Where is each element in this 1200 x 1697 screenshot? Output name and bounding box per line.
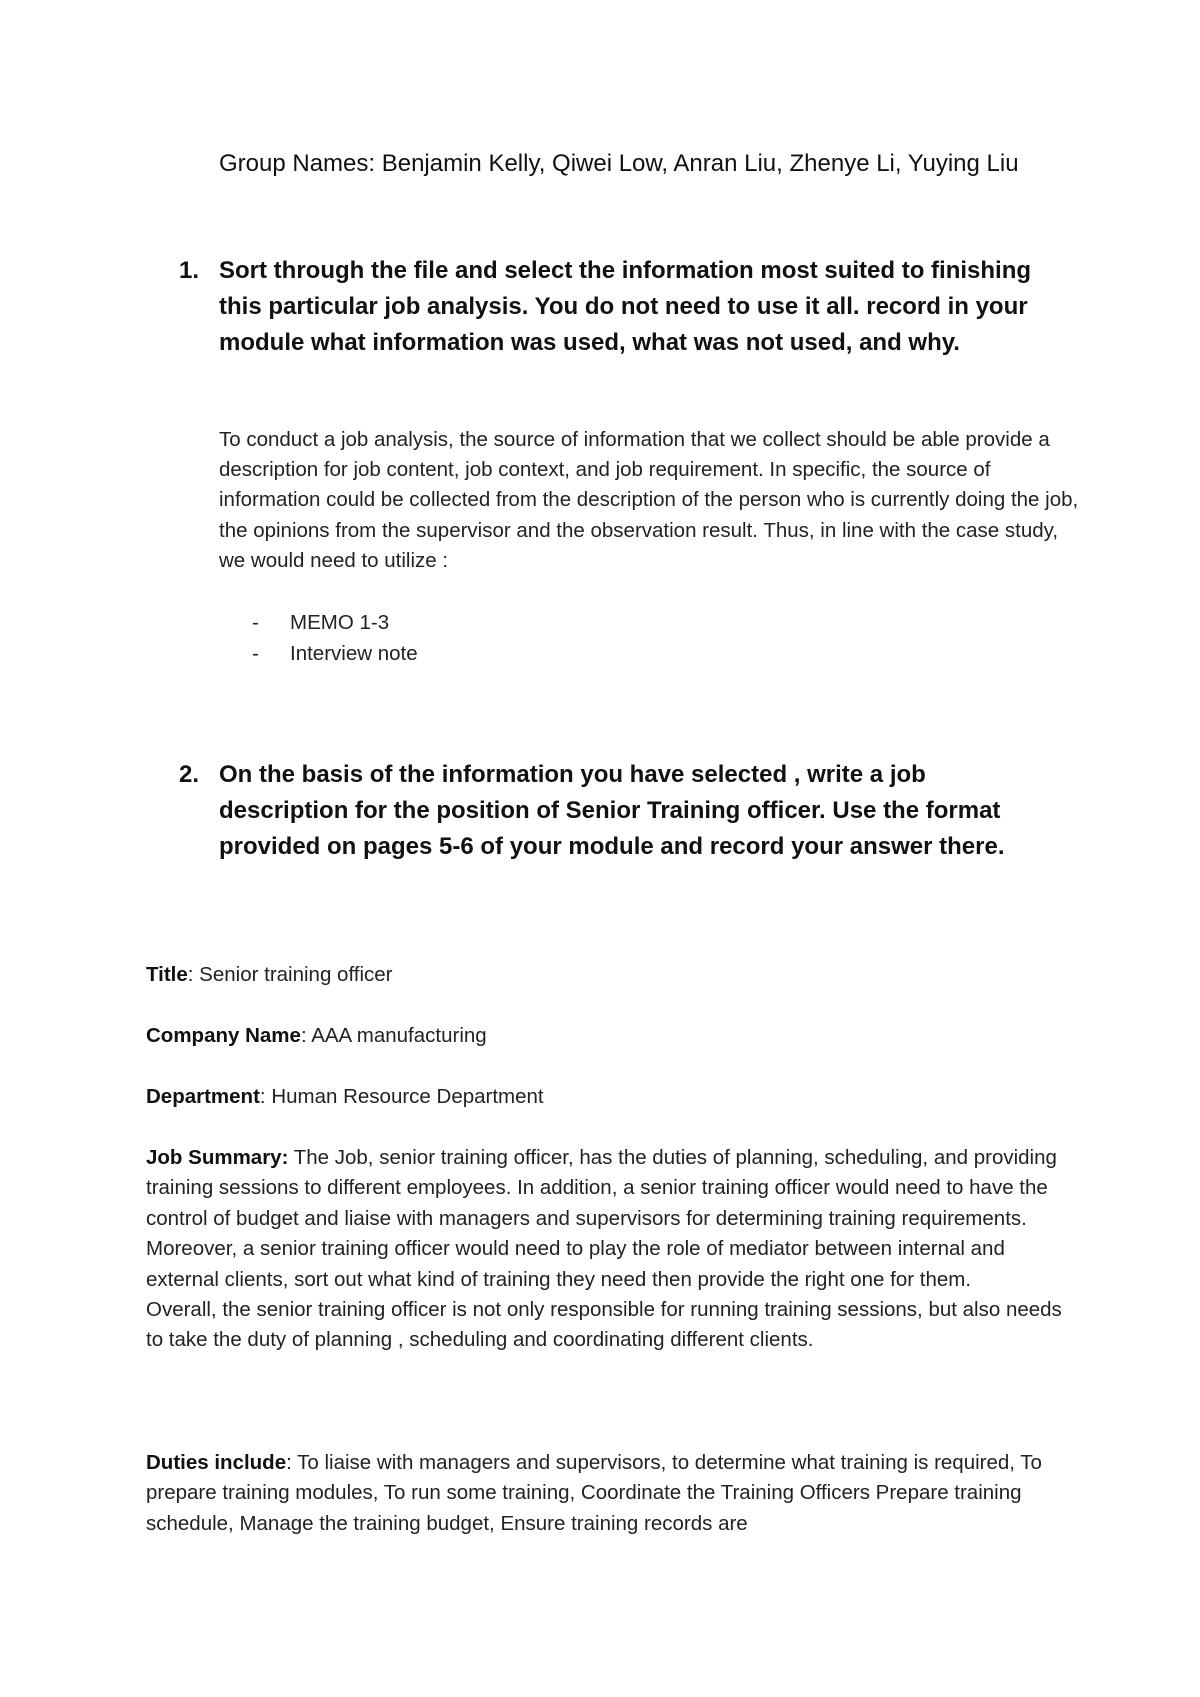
question-2: [179, 757, 1059, 865]
field-duties: [146, 1448, 1076, 1539]
question-1-number: 1.: [179, 257, 200, 284]
field-department-value: : Human Resource Department: [259, 1085, 544, 1108]
field-company-name: [146, 1021, 1076, 1051]
question-2-number: 2.: [179, 761, 200, 788]
field-title-label: Title: [146, 963, 188, 986]
question-2-text: On the basis of the information you have selected , write a job description for the position of Senior Training officer. Use the format provided on pages 5-6 of your module and record your answer there.: [219, 761, 1005, 860]
field-duties-label: Duties include: [146, 1451, 287, 1474]
field-job-summary: [146, 1143, 1076, 1356]
field-department-label: Department: [146, 1085, 260, 1108]
list-item-text: MEMO 1-3: [290, 611, 390, 634]
answer-1-paragraph: To conduct a job analysis, the source of information that we collect should be able provide a description for job content, job context, and job requirement. In specific, the source of information could be collected from the description of the person who is currently doing the job, the opinions from the supervisor and the observation result. Thus, in line with the case study, we would need to utilize :: [219, 428, 1079, 572]
job-summary-text-1: The Job, senior training officer, has the duties of planning, scheduling, and providing training sessions to different employees. In addition, a senior training officer would need to have the control of budget and liaise with managers and supervisors for determining training requirements.: [146, 1146, 1057, 1230]
field-company-value: : AAA manufacturing: [300, 1024, 487, 1047]
field-title-value: : Senior training officer: [187, 963, 393, 986]
list-item-text: Interview note: [290, 642, 418, 665]
field-duties-value: : To liaise with managers and supervisors, to determine what training is required, To prepare training modules, To run some training, Coordinate the Training Officers Prepare training schedule, Manage the training budget, Ensure training records are: [146, 1451, 1042, 1535]
list-item: [252, 607, 752, 638]
bullet-dash: -: [252, 611, 259, 634]
field-company-label: Company Name: [146, 1024, 301, 1047]
list-item: [252, 638, 752, 669]
answer-1-bullet-list: [252, 607, 752, 669]
question-1: [179, 253, 1059, 361]
job-summary-paragraph-2: Moreover, a senior training officer would need to play the role of mediator between internal and external clients, sort out what kind of training they need then provide the right one for them.: [146, 1237, 1005, 1291]
question-1-text: Sort through the file and select the information most suited to finishing this particular job analysis. You do not need to use it all. record in your module what information was used, what was not used, and why.: [219, 257, 1032, 356]
field-title: [146, 960, 1076, 990]
job-summary-paragraph-1: [146, 1143, 1076, 1234]
field-department: [146, 1082, 1076, 1112]
group-names: Group Names: Benjamin Kelly, Qiwei Low, Anran Liu, Zhenye Li, Yuying Liu: [219, 150, 1019, 177]
field-summary-label: Job Summary:: [146, 1146, 289, 1169]
bullet-dash: -: [252, 642, 259, 665]
job-summary-paragraph-3: Overall, the senior training officer is not only responsible for running training sessions, but also needs to take the duty of planning , scheduling and coordinating different clients.: [146, 1298, 1062, 1352]
